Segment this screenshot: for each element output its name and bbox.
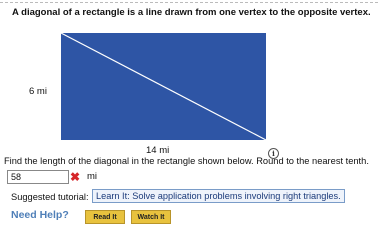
- answer-input[interactable]: 58: [7, 170, 69, 184]
- definition-text: A diagonal of a rectangle is a line drawn from one vertex to the opposite vertex.: [12, 7, 371, 18]
- need-help-label: Need Help?: [11, 209, 69, 221]
- unit-label: mi: [87, 171, 98, 182]
- width-label: 14 mi: [146, 145, 170, 156]
- tutorial-link[interactable]: Learn It: Solve application problems involving right triangles.: [92, 189, 345, 203]
- info-icon[interactable]: i: [268, 148, 279, 159]
- read-it-button[interactable]: Read It: [85, 210, 125, 224]
- x-icon: ✖: [70, 170, 81, 184]
- question-text: Find the length of the diagonal in the rectangle shown below. Round to the nearest tenth.: [4, 156, 369, 166]
- watch-it-button[interactable]: Watch It: [131, 210, 171, 224]
- height-label: 6 mi: [29, 86, 47, 97]
- tutorial-label: Suggested tutorial:: [11, 192, 89, 202]
